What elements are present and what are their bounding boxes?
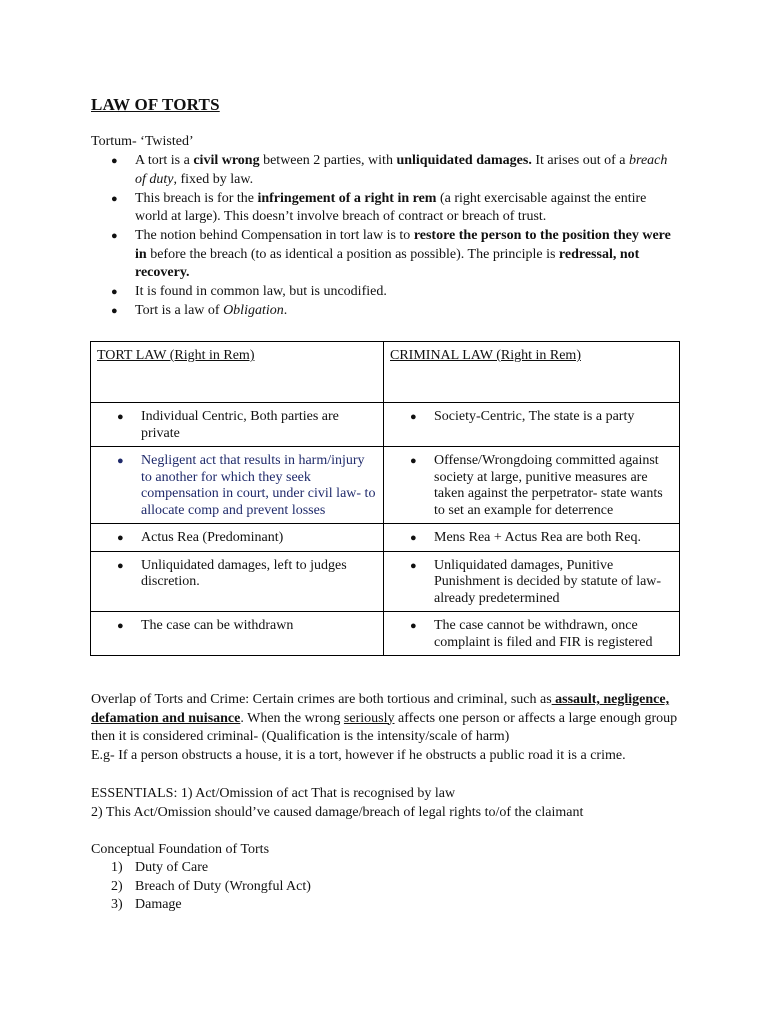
example-line: E.g- If a person obstructs a house, it is a tort, however if he obstructs a public road it is a crime.: [91, 748, 626, 763]
essentials-line-2: 2) This Act/Omission should’ve caused damage/breach of legal rights to/of the claimant: [91, 805, 584, 820]
overlap-paragraph: Overlap of Torts and Crime: Certain crimes are both tortious and criminal, such as assault, negligence, defamation and nuisance. When the wrong seriously affects one person or affects a large enough group then it is considered criminal- (Qualification is the intensity/scale of harm): [91, 692, 678, 744]
intro-bullet-list: [91, 152, 681, 321]
table-cell: ● Actus Rea (Predominant): [91, 524, 384, 552]
intro-line: Tortum- ‘Twisted’: [91, 134, 194, 149]
comparison-table: [90, 341, 680, 656]
table-row: [91, 403, 680, 447]
list-item: 1) Duty of Care: [111, 860, 209, 875]
foundation-list: [91, 859, 311, 915]
table-header-row: [91, 342, 680, 403]
page-title: LAW OF TORTS: [91, 95, 220, 114]
table-cell: ● Society-Centric, The state is a party: [384, 403, 680, 447]
bullet-item: ● The notion behind Compensation in tort law is to restore the person to the position they were in before the breach (to as identical a position as possible). The principle is redressal, not recovery.: [91, 227, 681, 283]
table-cell: ● The case can be withdrawn: [91, 612, 384, 656]
bullet-item: ● It is found in common law, but is uncodified.: [91, 283, 681, 302]
table-cell: ● Negligent act that results in harm/injury to another for which they seek compensation in court, under civil law- to allocate comp and prevent losses: [91, 447, 384, 524]
table-cell: ● Offense/Wrongdoing committed against society at large, punitive measures are taken against the perpetrator- state wants to set an example for deterrence: [384, 447, 680, 524]
header-criminal-law: CRIMINAL LAW (Right in Rem): [384, 342, 680, 403]
table-cell: ● The case cannot be withdrawn, once complaint is filed and FIR is registered: [384, 612, 680, 656]
bullet-item: ● A tort is a civil wrong between 2 parties, with unliquidated damages. It arises out of a breach of duty, fixed by law.: [91, 152, 681, 189]
bullet-item: ● This breach is for the infringement of a right in rem (a right exercisable against the entire world at large). This doesn’t involve breach of contract or breach of trust.: [91, 190, 681, 227]
table-cell: ● Unliquidated damages, Punitive Punishment is decided by statute of law- already predetermined: [384, 551, 680, 612]
table-row: [91, 551, 680, 612]
bullet-item: ● Tort is a law of Obligation.: [91, 302, 681, 321]
table-row: [91, 612, 680, 656]
table-cell: ● Unliquidated damages, left to judges discretion.: [91, 551, 384, 612]
header-tort-law: TORT LAW (Right in Rem): [91, 342, 384, 403]
table-row: [91, 524, 680, 552]
list-item: 2) Breach of Duty (Wrongful Act): [111, 878, 311, 894]
table-cell: ● Individual Centric, Both parties are private: [91, 403, 384, 447]
list-item: 3) Damage: [111, 897, 182, 912]
table-cell: ● Mens Rea + Actus Rea are both Req.: [384, 524, 680, 552]
essentials-line-1: ESSENTIALS: 1) Act/Omission of act That is recognised by law: [91, 786, 456, 801]
table-row: [91, 447, 680, 524]
foundation-heading: Conceptual Foundation of Torts: [91, 842, 270, 857]
